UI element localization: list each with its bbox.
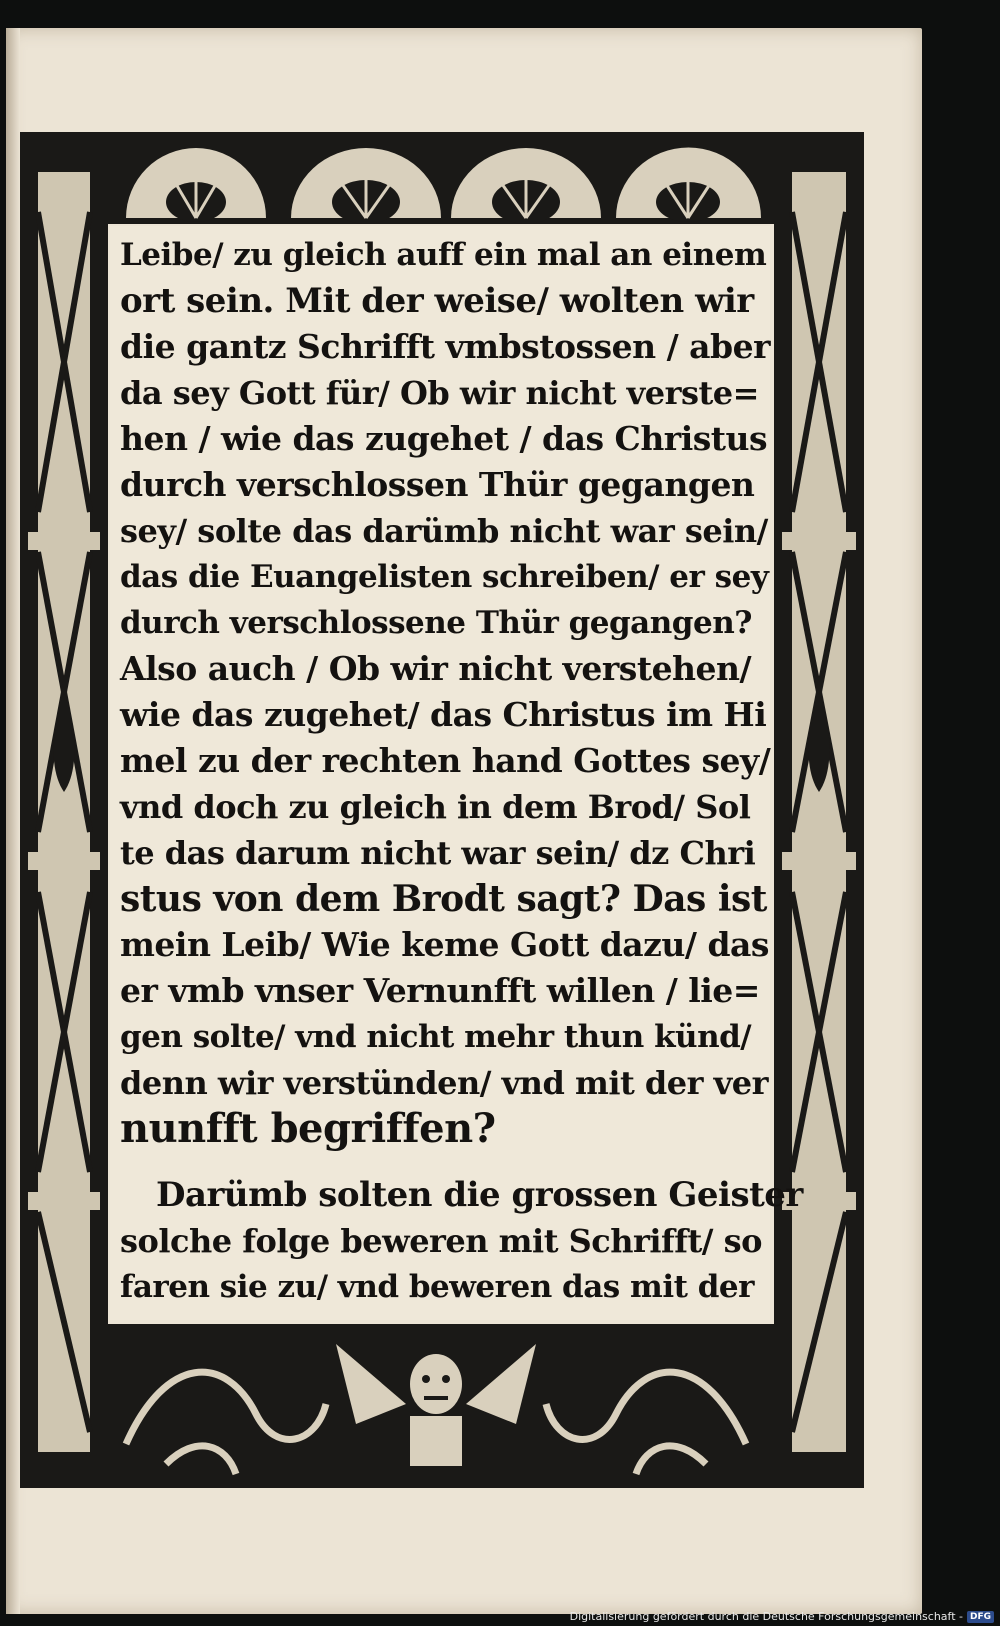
- text-line: faren sie zu/ vnd beweren das mit der: [120, 1269, 754, 1305]
- text-line: die gantz Schrifft vmbstossen / aber: [120, 327, 770, 366]
- text-line: wie das zugehet/ das Christus im Hi: [120, 695, 767, 734]
- text-line: denn wir verstünden/ vnd mit der ver: [120, 1064, 768, 1102]
- text-block: [110, 226, 803, 1320]
- text-line: hen / wie das zugehet / das Christus: [120, 419, 768, 458]
- text-line: durch verschlossen Thür gegangen: [120, 465, 755, 504]
- text-line: nunfft begriffen?: [120, 1105, 496, 1152]
- text-line: Also auch / Ob wir nicht verstehen/: [120, 649, 752, 688]
- text-line: mein Leib/ Wie keme Gott dazu/ das: [120, 925, 769, 964]
- woodcut-right-column: [774, 132, 864, 1488]
- page-spine: [6, 28, 20, 1614]
- woodcut-bottom-border: [106, 1324, 774, 1488]
- text-line: sey/ solte das darümb nicht war sein/: [120, 512, 768, 550]
- digitization-credit: [570, 1610, 994, 1623]
- text-line: te das darum nicht war sein/ dz Chri: [120, 834, 756, 872]
- text-line: Leibe/ zu gleich auff ein mal an einem: [120, 237, 767, 273]
- credit-text: Digitalisierung gefördert durch die Deutsche Forschungsgemeinschaft -: [569, 1610, 963, 1623]
- woodcut-left-column: [20, 132, 108, 1488]
- woodcut-top-border: [106, 132, 774, 224]
- text-line: ort sein. Mit der weise/ wolten wir: [120, 281, 754, 321]
- text-line: vnd doch zu gleich in dem Brod/ Sol: [120, 788, 751, 826]
- text-line: solche folge beweren mit Schrifft/ so: [120, 1222, 762, 1260]
- text-line: stus von dem Brodt sagt? Das ist: [120, 878, 767, 920]
- text-line: das die Euangelisten schreiben/ er sey: [120, 559, 769, 595]
- text-line: mel zu der rechten hand Gottes sey/: [120, 741, 771, 780]
- text-line: da sey Gott für/ Ob wir nicht verste=: [120, 374, 759, 412]
- text-line: Darümb solten die grossen Geister: [156, 1175, 803, 1215]
- text-line: er vmb vnser Vernunfft willen / lie=: [120, 971, 760, 1010]
- dfg-logo: DFG: [967, 1611, 994, 1623]
- text-line: gen solte/ vnd nicht mehr thun künd/: [120, 1019, 752, 1055]
- book-page: [6, 28, 922, 1614]
- text-line: durch verschlossene Thür gegangen?: [120, 605, 752, 641]
